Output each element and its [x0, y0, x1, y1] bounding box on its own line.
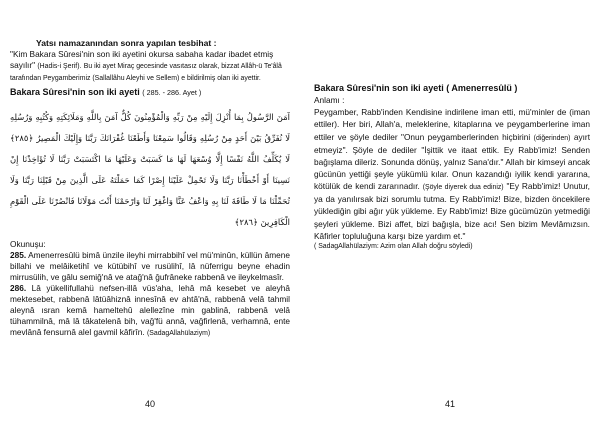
- hadith-source: (Hadis-i Şerif).: [37, 63, 82, 70]
- meaning-label: Anlamı :: [314, 95, 345, 105]
- left-section-range: ( 285. - 286. Ayet ): [142, 88, 202, 97]
- meaning-text-d: "Ey Rabb'imiz! Unutur, ya da yanılırsak bizi sorumlu tutma. Ey Rabb'imiz! Bize, bizden öncekilere yüklediğin gibi ağır yük yükleme. Ey Rabb'imiz! Bize gücümüzün yetmediği şeyleri yükleme. Bizi affet, bizi bağışla, bize acı! Sen bizim Mevlâmızsın. Kâfirler topluluğuna karşı bize yardım et.": [314, 181, 590, 241]
- verse-285-transliteration: [10, 250, 290, 283]
- page-number-left: 40: [144, 399, 155, 409]
- verse-286-transliteration: [10, 283, 290, 339]
- hadith-quote-text: "Kim Bakara Sûresi'nin son iki ayetini okursa sabaha kadar ibadet etmiş sayılır": [10, 49, 274, 70]
- verse-286-number: 286.: [10, 283, 27, 293]
- meaning-text-a: Peygamber, Rabb'inden Kendisine indirilene iman etti, mü'minler de (iman ettiler). Her biri, Allah'a, meleklerine, kitaplarına ve peygamberlerine iman ettiler ve şöyle dediler "Onun peygamberlerinden hiçbirini: [314, 107, 590, 142]
- hadith-note: Bu iki ayet Miraç gecesinde vasıtasız olarak, bizzat Allâh-ü Te'âlâ tarafından Peygamberimiz (Sallallâhu Aleyhi ve Sellem) e bildirilmiş olan iki ayettir.: [10, 63, 282, 82]
- right-section-sub: ( Amenerresûlü ): [446, 83, 518, 93]
- tesbihat-heading: Yatsı namazanından sonra yapılan tesbihat :: [36, 38, 217, 48]
- verse-285-number: 285.: [10, 250, 27, 260]
- page-number-right: 41: [444, 399, 455, 409]
- right-section-title: [314, 82, 590, 94]
- right-page: [300, 0, 600, 423]
- meaning-text: [314, 106, 590, 242]
- arabic-verses: آمَنَ الرَّسُولُ بِمَا أُنْزِلَ إِلَيْهِ مِنْ رَبِّهِ وَالْمُؤْمِنُونَ كُلٌّ آمَنَ بِاللَّهِ وَمَلَائِكَتِهِ وَكُتُبِهِ وَرُسُلِهِ لَا نُفَرِّقُ بَيْنَ أَحَدٍ مِنْ رُسُلِهِ وَقَالُوا سَمِعْنَا وَأَطَعْنَا غُفْرَانَكَ رَبَّنَا وَإِلَيْكَ الْمَصِيرُ ﴿٢٨٥﴾ لَا يُكَلِّفُ اللَّهُ نَفْسًا إِلَّا وُسْعَهَا لَهَا مَا كَسَبَتْ وَعَلَيْهَا مَا اكْتَسَبَتْ رَبَّنَا لَا تُؤَاخِذْنَا إِنْ نَسِينَا أَوْ أَخْطَأْنَا رَبَّنَا وَلَا تَحْمِلْ عَلَيْنَا إِصْرًا كَمَا حَمَلْتَهُ عَلَى الَّذِينَ مِنْ قَبْلِنَا رَبَّنَا وَلَا تُحَمِّلْنَا مَا لَا طَاقَةَ لَنَا بِهِ وَاعْفُ عَنَّا وَاغْفِرْ لَنَا وَارْحَمْنَا أَنْتَ مَوْلَانَا فَانْصُرْنَا عَلَى الْقَوْمِ الْكَافِرِينَ ﴿٢٨٦﴾: [10, 112, 290, 227]
- meaning-text-c-small: (Şöyle diyerek dua ediniz): [422, 184, 504, 192]
- verse-285-text: Amenerresûlü bimâ ünzile ileyhi mirrabbihî vel mü'minûn, küllün âmene billahi ve melâiketihî ve kütübihî ve rusülihî, lâ nüferrigu beyne ehadin mirrusülih, ve gâlu semiğ'nâ ve atağ'nâ ğufrâneke rabbenâ ve ileykelmasîr.: [10, 250, 290, 282]
- right-section-title-text: Bakara Sûresi'nin son iki ayeti: [314, 83, 444, 93]
- left-section-title-text: Bakara Sûresi'nin son iki ayeti: [10, 87, 140, 97]
- verse-286-text: Lâ yükellifullahü nefsen-illâ vüs'aha, lehâ mâ kesebet ve aleyhâ mektesebet, rabbenâ lâtüâhiznâ innesînâ ev ahtâ'nâ, rabbenâ velâ tahmil aleynâ ısran kemâ hameltehû alellezîne min gablinâ, rabbenâ velâ tühammilnâ, mâ lâ tâkatelenâ bih, vağ'fü annâ, vağfirlenâ, verhamnâ, ente mevlânâ fensurnâ alel gavmil kâfirîn.: [10, 283, 290, 337]
- verse-286-source: (SadagAllahülaziym): [146, 330, 211, 337]
- meaning-text-a-small: (diğerinden): [533, 134, 571, 142]
- reading-label: Okunuşu:: [10, 239, 46, 249]
- meaning-text-b: ayırt etmeyiz". Şöyle de dediler "İşittik ve itaat ettik. Ey Rabb'imiz! Senden bağışlama dileriz. Sonunda dönüş, yalnız Sana'dır." Allah bir kimseyi ancak gücünün yettiği şeyle yükümlü kılar. Onun kazandığı iyilik kendi yararına, kötülük de kendi zararınadır.: [314, 131, 590, 192]
- left-section-title: [10, 86, 290, 99]
- hadith-quote: [10, 49, 290, 84]
- meaning-source: ( SadagAllahülaziym: Azim olan Allah doğru söyledi): [314, 243, 473, 251]
